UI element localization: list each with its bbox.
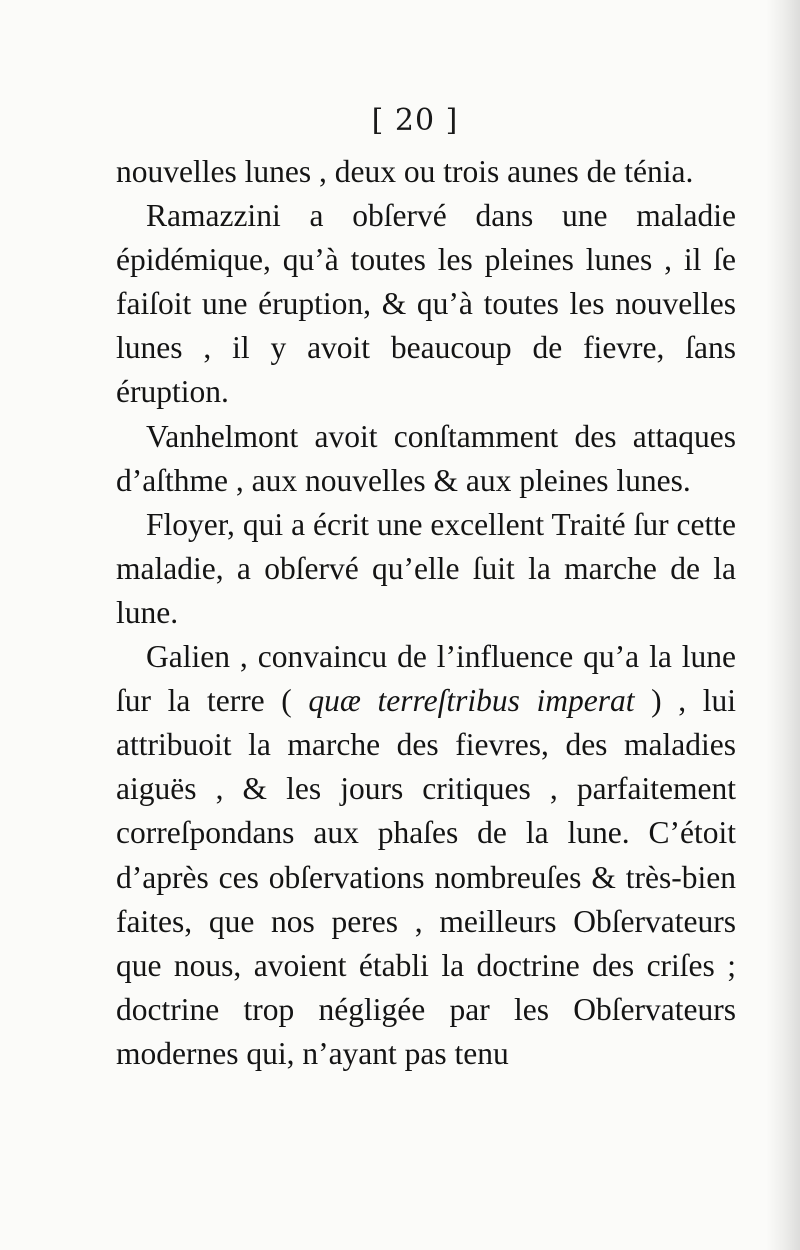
paragraph-floyer: Floyer, qui a écrit une excellent Traité ſur cette maladie, a obſervé qu’elle ſuit la marche de la lune. <box>116 506 736 630</box>
latin-quote: quæ terreſtribus imperat <box>308 683 635 719</box>
galien-text-after: ) , lui attribuoit la marche des fievres, des maladies aiguës , & les jours critiques , parfaitement correſpondans aux phaſes de la lune. C’étoit d’après ces obſervations nombreuſes & très-bien faites, que nos peres , meilleurs Obſervateurs que nous, avoient établi la doctrine des criſes ; doctrine trop négligée par les Obſervateurs modernes qui, n’ayant pas tenu <box>116 683 736 1071</box>
paragraph-continuation: nouvelles lunes , deux ou trois aunes de ténia. <box>116 154 694 189</box>
galien-text-before: Galien , convaincu de l’influence qu’a la lune ſur la terre ( <box>116 639 736 719</box>
paragraph-galien <box>116 635 736 1076</box>
paragraph-vanhelmont: Vanhelmont avoit conſtamment des attaques d’aſthme , aux nouvelles & aux pleines lunes. <box>116 418 736 498</box>
paragraph-ramazzini: Ramazzini a obſervé dans une maladie épidémique, qu’à toutes les pleines lunes , il ſe faiſoit une éruption, & qu’à toutes les nouvelles lunes , il y avoit beaucoup de fievre, ſans éruption. <box>116 198 736 410</box>
page-edge-shadow <box>766 0 800 1250</box>
page-number: [ 20 ] <box>371 103 459 138</box>
body-text <box>116 150 736 1076</box>
